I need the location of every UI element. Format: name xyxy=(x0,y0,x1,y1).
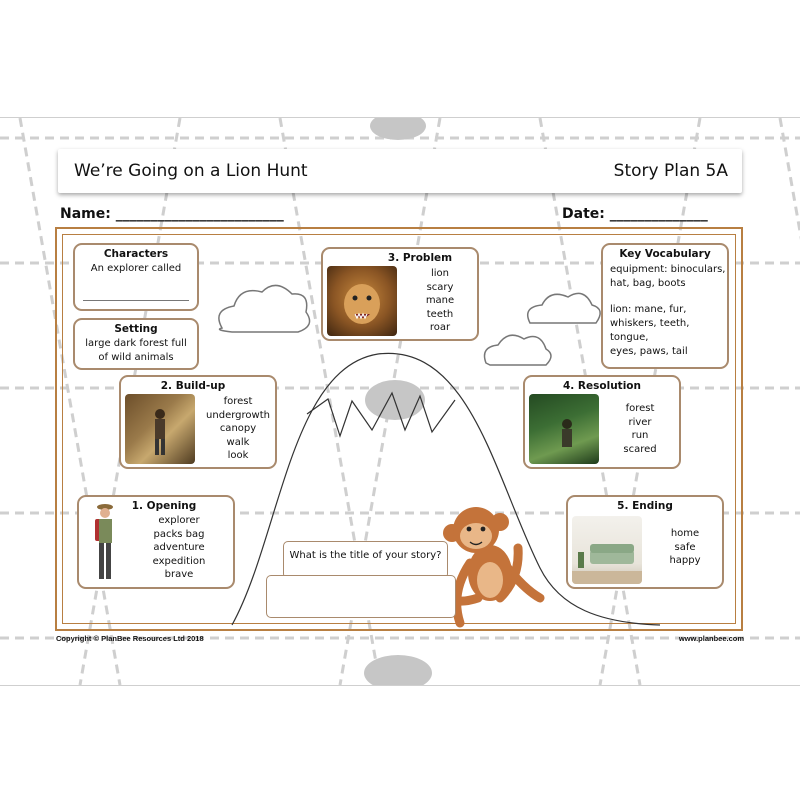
forest-walk-photo xyxy=(125,394,195,464)
key-vocabulary-box xyxy=(601,243,729,369)
vocabulary-line: hat, bag, boots xyxy=(610,278,686,289)
buildup-word: undergrowth xyxy=(206,409,270,421)
resolution-word: river xyxy=(628,416,652,428)
lion-photo xyxy=(327,266,397,336)
ending-word: safe xyxy=(674,541,696,553)
date-field[interactable]: Date: ______________ xyxy=(562,206,708,222)
explorer-photo xyxy=(83,499,123,587)
worksheet-title: We’re Going on a Lion Hunt xyxy=(74,161,308,181)
jungle-photo xyxy=(529,394,599,464)
vocabulary-line: equipment: binoculars, xyxy=(610,264,726,275)
lion-icon xyxy=(327,266,397,336)
opening-word: adventure xyxy=(153,542,205,553)
setting-line: large dark forest full xyxy=(85,338,187,349)
setting-line: of wild animals xyxy=(98,352,174,363)
ending-word: happy xyxy=(669,555,701,566)
resolution-heading: 4. Resolution xyxy=(562,380,641,392)
living-room-photo xyxy=(572,516,642,584)
ending-word: home xyxy=(670,528,700,539)
problem-word: roar xyxy=(429,322,451,333)
buildup-word: canopy xyxy=(219,423,257,434)
name-field[interactable]: Name: ________________________ xyxy=(60,206,284,222)
vocabulary-line: eyes, paws, tail xyxy=(610,346,688,357)
worksheet xyxy=(0,117,800,686)
resolution-box xyxy=(523,375,681,469)
opening-word: expedition xyxy=(152,555,206,567)
vocabulary-line: whiskers, teeth, tongue, xyxy=(610,318,690,343)
buildup-word: look xyxy=(227,450,249,461)
problem-heading: 3. Problem xyxy=(387,252,453,264)
explorer-in-jungle-icon xyxy=(529,394,599,464)
story-title-answer-box[interactable] xyxy=(266,575,456,618)
opening-heading: 1. Opening xyxy=(131,500,197,512)
opening-word: brave xyxy=(164,569,194,580)
setting-heading: Setting xyxy=(114,323,158,335)
buildup-word: forest xyxy=(223,396,253,407)
website-link[interactable]: www.planbee.com xyxy=(678,634,744,643)
vocabulary-line: lion: mane, fur, xyxy=(610,304,687,315)
resolution-word: forest xyxy=(625,403,655,414)
resolution-word: scared xyxy=(623,443,657,455)
cloud-icon xyxy=(528,293,600,323)
buildup-heading: 2. Build-up xyxy=(160,380,226,392)
problem-word: scary xyxy=(426,281,454,293)
mountain-snowcap xyxy=(307,393,455,436)
plan-label: Story Plan 5A xyxy=(613,161,728,181)
opening-word: explorer xyxy=(158,515,200,526)
setting-box xyxy=(73,318,199,370)
hiker-icon xyxy=(125,394,195,464)
buildup-word: walk xyxy=(226,436,250,448)
title-prompt: What is the title of your story? xyxy=(289,550,442,561)
opening-box xyxy=(77,495,235,589)
cloud-icon xyxy=(219,285,310,332)
vocabulary-heading: Key Vocabulary xyxy=(619,248,711,260)
opening-word: packs bag xyxy=(153,528,205,540)
buildup-box xyxy=(119,375,277,469)
copyright-text: Copyright © PlanBee Resources Ltd 2018 xyxy=(56,634,204,643)
explorer-icon xyxy=(83,499,123,587)
characters-heading: Characters xyxy=(103,248,169,260)
cloud-icon xyxy=(485,335,552,365)
resolution-word: run xyxy=(631,430,649,441)
ending-box xyxy=(566,495,724,589)
characters-box xyxy=(73,243,199,311)
problem-box xyxy=(321,247,479,341)
problem-word: mane xyxy=(425,295,455,306)
problem-word: lion xyxy=(430,268,449,279)
character-name-line[interactable] xyxy=(83,300,189,301)
vocabulary-line xyxy=(610,291,727,303)
title-prompt-box xyxy=(283,541,448,579)
ending-heading: 5. Ending xyxy=(617,500,673,512)
sofa-icon xyxy=(572,516,642,584)
characters-text: An explorer called xyxy=(90,263,182,274)
problem-word: teeth xyxy=(426,308,454,320)
